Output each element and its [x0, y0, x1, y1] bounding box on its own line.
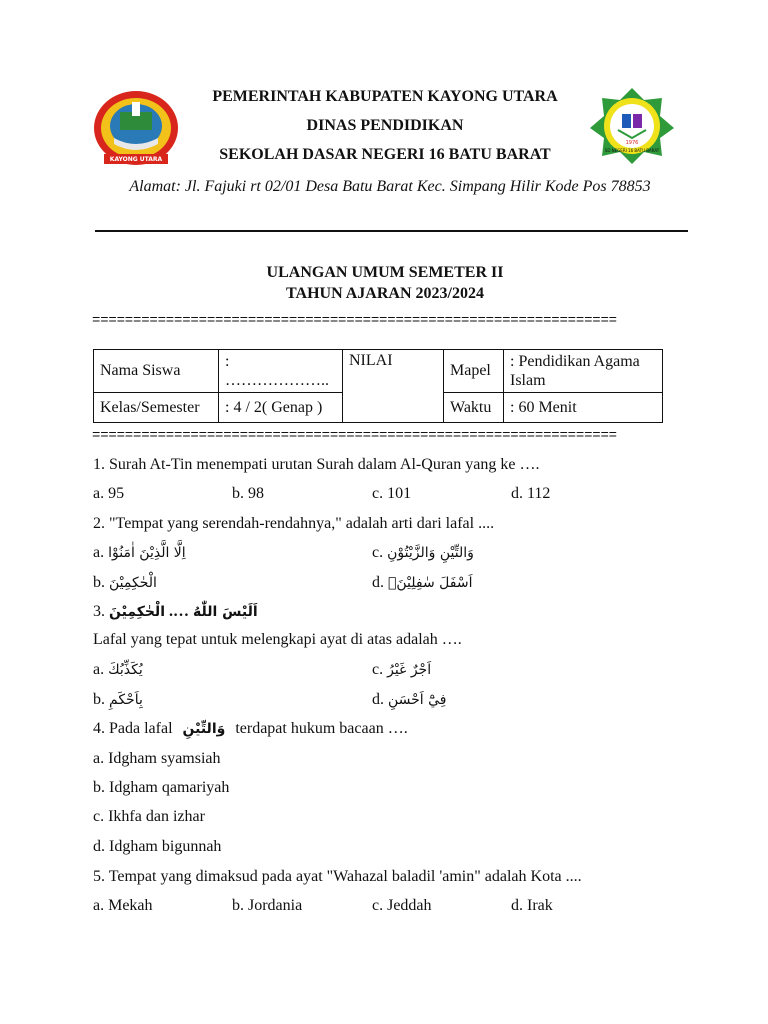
q2-option-c-prefix: c. — [372, 544, 384, 561]
q2-option-b-prefix: b. — [93, 574, 105, 591]
q2-option-b — [93, 574, 157, 592]
q2-option-d-prefix: d. — [372, 574, 384, 591]
kayong-utara-logo — [92, 88, 180, 170]
q3-dots: …. — [169, 603, 189, 620]
q4-option-b: b. Idgham qamariyah — [93, 779, 230, 796]
q5-option-a: a. Mekah — [93, 897, 153, 914]
mapel-label: Mapel — [444, 350, 504, 393]
student-info-table — [93, 349, 663, 423]
q2-option-b-arabic: الْحٰكِمِيْنَ — [109, 575, 157, 591]
q3-arabic-left: اَلَيْسَ اللّٰهُ — [193, 604, 258, 620]
logo-right-year: 1976 — [625, 140, 639, 146]
q3-arabic-right: الْحٰكِمِيْنَ — [109, 604, 165, 620]
q3-option-c-prefix: c. — [372, 661, 384, 678]
nama-label: Nama Siswa — [94, 350, 219, 393]
header-line-1: PEMERINTAH KABUPATEN KAYONG UTARA — [212, 88, 558, 105]
q3-option-b-arabic: بِاَحْكَمِ — [109, 692, 143, 708]
question-3: Lafal yang tepat untuk melengkapi ayat di atas adalah …. — [93, 631, 462, 648]
q4-option-d: d. Idgham bigunnah — [93, 838, 222, 855]
logo-left-label: KAYONG UTARA — [109, 156, 163, 163]
q2-option-d-arabic: اَسْفَلَ سٰفِلِيْنَۙ — [388, 575, 473, 591]
header-line-3: SEKOLAH DASAR NEGERI 16 BATU BARAT — [219, 146, 551, 163]
q1-option-c: c. 101 — [372, 485, 412, 502]
q5-option-b: b. Jordania — [232, 897, 303, 914]
question-5: 5. Tempat yang dimaksud pada ayat "Wahazal baladil 'amin" adalah Kota .... — [93, 868, 582, 885]
q3-option-d-arabic: فِيْٓ اَحْسَنِ — [388, 692, 447, 708]
q3-option-a — [93, 661, 143, 679]
q4-text-post: terdapat hukum bacaan …. — [235, 720, 408, 737]
q4-arabic: وَالتِّيْنِ — [182, 721, 226, 737]
q3-option-a-prefix: a. — [93, 661, 105, 678]
header-divider — [95, 230, 688, 232]
q2-option-c-arabic: وَالتِّيْنِ وَالزَّيْتُوْنِ — [387, 545, 474, 561]
q5-option-d: d. Irak — [511, 897, 553, 914]
waktu-label: Waktu — [444, 393, 504, 423]
school-address: Alamat: Jl. Fajuki rt 02/01 Desa Batu Barat Kec. Simpang Hilir Kode Pos 78853 — [129, 178, 651, 195]
nama-value[interactable]: : ……………….. — [219, 350, 343, 393]
q3-number: 3. — [93, 603, 105, 620]
q3-option-c — [372, 661, 431, 679]
q1-option-b: b. 98 — [232, 485, 264, 502]
q2-option-d — [372, 574, 473, 592]
separator-top: ================================================================ — [92, 316, 617, 326]
school-logo — [588, 86, 676, 166]
q3-option-b-prefix: b. — [93, 691, 105, 708]
exam-title: ULANGAN UMUM SEMETER II — [266, 264, 504, 281]
q2-option-a-arabic: اِلَّا الَّذِيْنَ اٰمَنُوْا — [108, 545, 186, 561]
question-2: 2. "Tempat yang serendah-rendahnya," adalah arti dari lafal .... — [93, 515, 495, 532]
q2-option-a-prefix: a. — [93, 544, 105, 561]
kelas-label: Kelas/Semester — [94, 393, 219, 423]
nilai-label: NILAI — [343, 350, 444, 423]
q4-option-c: c. Ikhfa dan izhar — [93, 808, 205, 825]
q4-option-a: a. Idgham syamsiah — [93, 750, 221, 767]
q5-option-c: c. Jeddah — [372, 897, 432, 914]
question-3-verse — [93, 603, 258, 621]
q1-option-a: a. 95 — [93, 485, 125, 502]
q3-option-d — [372, 691, 447, 709]
separator-bottom: ================================================================ — [92, 431, 617, 441]
q2-option-c — [372, 544, 474, 562]
q2-option-a — [93, 544, 186, 562]
q3-option-a-arabic: يُكَذِّبُكَ — [108, 662, 143, 678]
q1-option-d: d. 112 — [511, 485, 551, 502]
q4-text-pre: 4. Pada lafal — [93, 720, 173, 737]
waktu-value: : 60 Menit — [504, 393, 663, 423]
q3-option-c-arabic: اَجْرٌ غَيْرُ — [387, 662, 432, 678]
question-1: 1. Surah At-Tin menempati urutan Surah dalam Al-Quran yang ke …. — [93, 456, 540, 473]
logo-right-label: SD NEGERI 16 BATU BARAT — [604, 148, 660, 153]
exam-year: TAHUN AJARAN 2023/2024 — [286, 285, 484, 302]
question-4 — [93, 720, 408, 738]
q3-option-d-prefix: d. — [372, 691, 384, 708]
mapel-value: : Pendidikan Agama Islam — [504, 350, 663, 393]
q3-option-b — [93, 691, 143, 709]
header-line-2: DINAS PENDIDIKAN — [306, 117, 464, 134]
kelas-value: : 4 / 2( Genap ) — [219, 393, 343, 423]
